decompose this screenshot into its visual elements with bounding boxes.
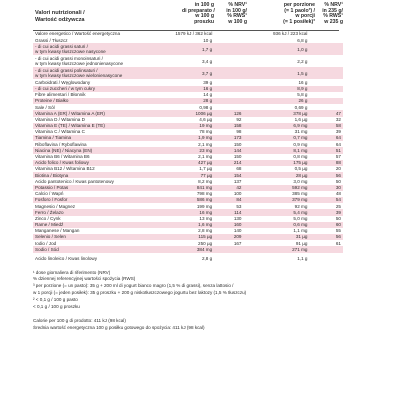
row-nrv-100g: 92	[236, 116, 242, 122]
row-name: Proteine / Białko	[33, 98, 173, 104]
row-value-portion: 5,0 mg	[293, 215, 308, 221]
row-nrv-100g	[214, 55, 243, 67]
row-name: Manganese / Mangan	[35, 228, 80, 234]
table-row	[33, 43, 343, 55]
row-nrv-portion: 54	[309, 197, 343, 203]
row-nrv-portion	[309, 43, 343, 55]
row-nrv-portion: 60	[309, 222, 343, 228]
row-value-100g: 28 g	[173, 98, 214, 104]
row-name: Iodio / Jod	[35, 240, 57, 246]
row-value-100g: 4,6 µg	[199, 116, 213, 122]
footnote-spacer	[33, 310, 363, 318]
row-name: Calcio / Wapń	[35, 191, 64, 197]
row-value-portion: 26 g	[243, 98, 309, 104]
row-nrv-100g: 158	[214, 123, 243, 129]
row-name: Sodio / Sód	[33, 246, 173, 252]
nutrition-table-body	[33, 31, 343, 265]
row-value-portion: 1,5 g	[243, 67, 309, 79]
row-name: Fosforo / Fosfor	[33, 197, 173, 203]
row-nrv-portion: 64	[335, 141, 341, 147]
row-value-portion: 271 mg	[243, 246, 309, 252]
row-value-portion: 31 µg	[243, 234, 309, 240]
row-value-100g: 1,7 µg	[199, 166, 213, 172]
row-value-100g: 3,7 g	[173, 67, 214, 79]
footnote-portion-it: ³ per porzione (= un pasto): 35 g + 200 ml di yogurt bianco magro (1,5 % di grassi), senza lattosio /	[33, 283, 234, 289]
row-nrv-100g: 68	[236, 166, 242, 172]
row-value-portion: 1,1 mg	[293, 228, 308, 234]
row-value-portion: 0,8 mg	[293, 154, 308, 160]
row-value-100g: 586 mg	[173, 197, 214, 203]
row-name: - di cui zuccheri / w tym cukry	[33, 86, 173, 92]
table-row	[33, 31, 343, 37]
row-nrv-100g: 130	[233, 215, 242, 221]
footnote-trace-pl: < 0,1 g / 100 g proszku	[33, 303, 80, 309]
header-col-nrv-portion: % NRV¹ in 235 g/ % RWS¹ w 235 g	[322, 2, 343, 26]
row-nrv-portion	[309, 67, 343, 79]
row-value-100g: 0,98 g	[199, 104, 213, 110]
row-value-100g: 384 mg	[173, 246, 214, 252]
table-row	[33, 55, 343, 67]
row-nrv-100g: 126	[214, 110, 243, 116]
row-nrv-portion: 57	[335, 154, 341, 160]
row-nrv-100g	[214, 43, 243, 55]
row-value-100g: 841 mg	[173, 185, 214, 191]
row-name: Potassio / Potas	[33, 185, 173, 191]
row-name: Riboflavina / Ryboflawina	[35, 141, 87, 147]
row-nrv-portion: 56	[309, 172, 343, 178]
row-nrv-100g: 137	[233, 178, 242, 184]
row-value-portion: 16 g	[298, 79, 308, 85]
row-nrv-portion: 61	[335, 240, 341, 246]
header-title-line1: Valori nutrizionali /	[35, 10, 85, 16]
row-value-100g: 10 g	[203, 37, 213, 43]
row-name: - di cui acidi grassi monoinsaturi / w tym kwasy tłuszczowe jednonienasycone	[35, 55, 124, 67]
nutrition-document	[33, 3, 369, 332]
row-value-portion: 936 kJ / 223 kcal	[272, 31, 308, 37]
row-nrv-100g: 53	[236, 203, 242, 209]
row-name: Zinco / Cynk	[35, 215, 61, 221]
row-value-100g: 1,9 mg	[173, 135, 214, 141]
row-value-portion: 379 mg	[243, 197, 309, 203]
header-divider	[33, 30, 339, 31]
row-name: Vitamina B12 / Witamina B12	[35, 166, 95, 172]
row-value-100g: 199 mg	[196, 203, 213, 209]
row-name: Fibre alimentari / Błonnik	[35, 92, 86, 98]
row-nrv-portion: 51	[309, 147, 343, 153]
row-nrv-100g: 150	[233, 141, 242, 147]
row-value-100g: 250 µg	[198, 240, 213, 246]
row-value-100g: 23 mg	[173, 147, 214, 153]
row-name: Selenio / Selen	[33, 234, 173, 240]
row-nrv-portion: 39	[309, 209, 343, 215]
row-nrv-portion: 39	[335, 129, 341, 135]
row-name: - di cui acidi grassi saturi / w tym kwasy tłuszczowe nasycone	[33, 43, 173, 55]
footnote-nrv: ¹ dose giornaliera di riferimento (NRV)	[33, 269, 111, 275]
row-value-portion: 1,1 g	[297, 255, 308, 261]
row-value-portion: 385 mg	[292, 191, 308, 197]
row-value-portion: 6,9 mg	[243, 123, 309, 129]
row-value-portion: 1,0 g	[243, 43, 309, 55]
row-nrv-100g: 150	[233, 154, 242, 160]
header-col-nrv-100g: % NRV¹ in 100 g/ % RWS¹ w 100 g	[226, 2, 247, 26]
row-nrv-100g: 84	[214, 197, 243, 203]
row-name: Vitamina C / Witamina C	[35, 129, 85, 135]
row-nrv-portion: 56	[309, 234, 343, 240]
row-name: Niacina (NE) / Niacyna (EN)	[33, 147, 173, 153]
row-nrv-100g: 173	[214, 135, 243, 141]
row-nrv-100g: 214	[214, 160, 243, 166]
footnote-calories-it: Calorie per 100 g di prodotto: 411 kJ (98 kcal)	[33, 318, 126, 324]
row-name: - di cui acidi grassi polinsaturi / w tym kwasy tłuszczowe wielonienasycone	[33, 67, 173, 79]
row-nrv-100g: 160	[214, 222, 243, 228]
row-nrv-portion: 20	[335, 166, 341, 172]
row-name: Magnesio / Magnez	[35, 203, 76, 209]
row-name: Vitamina B6 / Witamina B6	[35, 154, 90, 160]
table-row	[33, 67, 343, 79]
row-value-portion: 378 µg	[243, 110, 309, 116]
row-nrv-portion: 32	[335, 116, 341, 122]
row-nrv-portion	[309, 253, 343, 265]
row-value-portion: 6,8 g	[297, 37, 308, 43]
row-nrv-100g: 144	[214, 147, 243, 153]
row-value-100g: 14 g	[203, 92, 213, 98]
header-col-per-portion: per porzione (= 1 paolo³) / w porcji (= 1 posiłek)³	[283, 2, 315, 26]
row-name: Grassi / Tłuszcz	[35, 37, 68, 43]
row-nrv-100g: 98	[236, 129, 242, 135]
row-nrv-100g: 209	[214, 234, 243, 240]
row-value-100g: 78 mg	[199, 129, 213, 135]
row-value-100g: 39 g	[203, 79, 213, 85]
row-name: Biotina / Biotyna	[33, 172, 173, 178]
row-nrv-portion: 88	[309, 160, 343, 166]
row-nrv-100g: 114	[214, 209, 243, 215]
row-name: Sale / Sól	[35, 104, 55, 110]
row-value-100g: 2,8 g	[201, 255, 213, 261]
row-value-portion: 5,4 mg	[243, 209, 309, 215]
row-nrv-100g	[214, 67, 243, 79]
row-value-100g: 16 g	[173, 86, 214, 92]
row-value-100g: 1,6 mg	[173, 222, 214, 228]
row-name: Ferro / Żelazo	[33, 209, 173, 215]
row-value-100g: 8,2 mg	[198, 178, 213, 184]
row-value-portion: 91 µg	[295, 240, 308, 246]
footnote-calories-pl: Średnia wartość energetyczna 100 g posiłku gotowego do spożycia: 411 kJ (98 kcal)	[33, 325, 205, 331]
row-name: Acido pantotenico / Kwas pantotenowy	[35, 178, 114, 184]
row-value-100g: 77 µg	[173, 172, 214, 178]
footnotes	[33, 270, 363, 332]
footnote-trace-it: ² < 0,1 g / 100 g pasto	[33, 296, 78, 302]
row-value-100g: 16 mg	[173, 209, 214, 215]
row-nrv-100g: 167	[233, 240, 242, 246]
row-value-100g: 3,4 g	[201, 58, 213, 64]
row-value-100g: 2,1 mg	[198, 154, 213, 160]
row-value-100g: 1,7 g	[173, 43, 214, 55]
row-value-portion: 92 mg	[294, 203, 308, 209]
row-name: Vitamina D / Witamina D	[35, 116, 85, 122]
row-value-100g: 115 µg	[173, 234, 214, 240]
row-nrv-portion: 50	[335, 178, 341, 184]
row-nrv-100g: 42	[214, 185, 243, 191]
header-title-line2: Wartość odżywcza	[35, 16, 85, 23]
row-value-100g: 19 mg	[173, 123, 214, 129]
nutrition-table	[33, 31, 343, 265]
row-nrv-portion: 30	[309, 185, 343, 191]
row-value-portion: 5,8 g	[297, 92, 308, 98]
row-name: Rame / Miedź	[33, 222, 173, 228]
row-value-100g: 798 mg	[196, 191, 213, 197]
row-value-portion: 0,6 mg	[243, 222, 309, 228]
table-header	[33, 3, 369, 31]
row-name: Carboidrati / Węglowodany	[35, 79, 91, 85]
row-name: Acido linoleico / Kwas linolowy	[35, 255, 98, 261]
footnote-portion-pl: w 1 porcji (= jeden posiłek): 35 g proszku + 200 g niskotłuszczowego jogurtu bez laktozy (1,5 % tłuszczu)	[33, 290, 247, 296]
row-value-portion: 0,7 mg	[243, 135, 309, 141]
row-value-portion: 0,69 g	[294, 104, 308, 110]
row-nrv-100g: 154	[214, 172, 243, 178]
row-name: Valore energetico / Wartość energetyczna	[35, 31, 121, 37]
row-value-100g: 2,1 mg	[198, 141, 213, 147]
row-value-100g: 13 mg	[199, 215, 213, 221]
row-value-portion: 31 mg	[294, 129, 308, 135]
header-col-per-100g: in 100 g di preparato / w 100 g proszku	[182, 2, 215, 26]
row-value-portion: 175 µg	[243, 160, 309, 166]
row-nrv-100g: 140	[233, 228, 242, 234]
row-nrv-100g	[214, 253, 243, 265]
row-name: Vitamina E (TE) / Witamina E (TE)	[33, 123, 173, 129]
row-value-portion: 1,6 µg	[294, 116, 308, 122]
row-nrv-portion	[309, 55, 343, 67]
row-value-portion: 2,2 g	[297, 58, 308, 64]
row-value-portion: 0,5 µg	[294, 166, 308, 172]
header-title	[35, 10, 85, 23]
row-nrv-portion: 55	[335, 228, 341, 234]
row-nrv-portion: 25	[335, 203, 341, 209]
row-value-100g: 2,8 mg	[198, 228, 213, 234]
row-nrv-portion: 50	[335, 215, 341, 221]
row-value-portion: 592 mg	[243, 185, 309, 191]
row-value-portion: 0,9 mg	[293, 141, 308, 147]
row-nrv-portion: 47	[309, 110, 343, 116]
row-value-100g: 1006 µg	[173, 110, 214, 116]
row-nrv-portion: 64	[309, 135, 343, 141]
row-name: Vitamina A (ER) / Witamina A (ER)	[33, 110, 173, 116]
row-value-portion: 28 µg	[243, 172, 309, 178]
row-nrv-100g: 100	[233, 191, 242, 197]
row-value-portion: 8,1 mg	[243, 147, 309, 153]
row-value-portion: 3,0 mg	[293, 178, 308, 184]
table-row	[33, 253, 343, 265]
row-name: Tiamina / Tiamina	[33, 135, 173, 141]
row-name: Acido folico / Kwas foliowy	[33, 160, 173, 166]
row-nrv-portion: 48	[335, 191, 341, 197]
row-value-portion: 8,9 g	[243, 86, 309, 92]
row-nrv-portion: 58	[309, 123, 343, 129]
row-value-100g: 1579 kJ / 362 kcal	[175, 31, 213, 37]
footnote-rws: % dziennej referencyjnej wartości spożycia (RWS)	[33, 276, 136, 282]
row-value-100g: 427 µg	[173, 160, 214, 166]
